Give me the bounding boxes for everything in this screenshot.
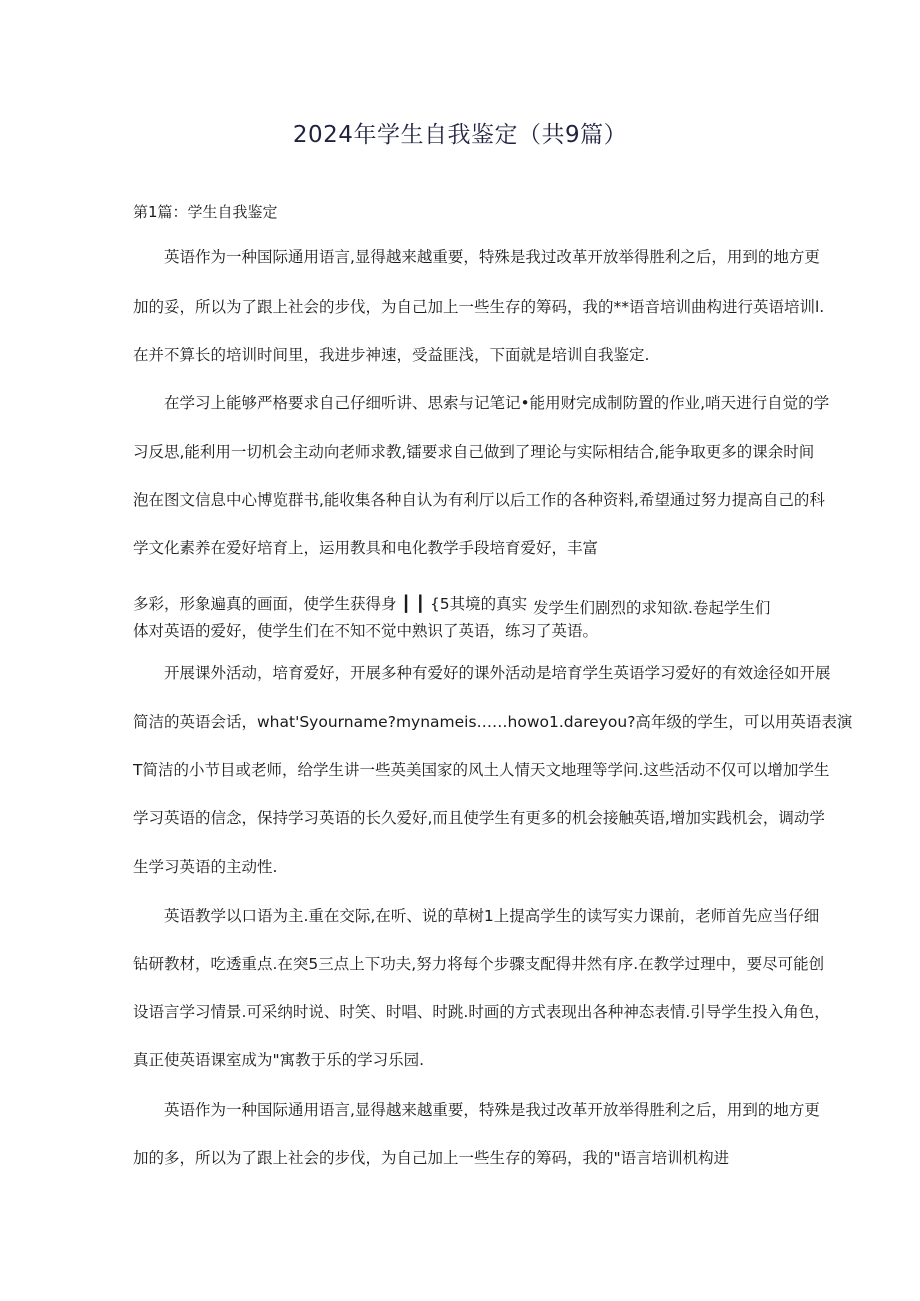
paragraph-2-line-5: 多彩，形象遍真的画面，使学生获得身 ┃ ┃ {5其境的真实	[133, 595, 528, 613]
paragraph-2-overlay-text: 发学生们剧烈的求知欲.卷起学生们	[533, 599, 771, 617]
paragraph-4-line-4: 真正使英语课室成为"寓教于乐的学习乐园.	[133, 1051, 425, 1069]
paragraph-2-line-1: 在学习上能够严格要求自己仔细听讲、思索与记笔记•能用财完成制防置的作业,哨天进行自觉的学	[164, 394, 830, 412]
paragraph-5-line-1: 英语作为一种国际通用语言,显得越来越重要，特殊是我过改革开放举得胜利之后，用到的地方更	[164, 1101, 820, 1119]
paragraph-2-line-6: 体对英语的爱好，使学生们在不知不觉中熟识了英语，练习了英语。	[133, 622, 599, 640]
paragraph-3-line-5: 生学习英语的主动性.	[133, 858, 278, 876]
paragraph-3-line-2: 简洁的英语会话，what'Syourname?mynameis……howo1.dareyou?高年级的学生，可以用英语表演	[133, 713, 853, 731]
paragraph-2-line-4: 学文化素养在爱好培育上，运用教具和电化教学手段培育爱好，丰富	[133, 539, 599, 557]
paragraph-3-line-4: 学习英语的信念，保持学习英语的长久爱好,而且使学生有更多的机会接触英语,增加实践机会，调动学	[133, 809, 825, 827]
paragraph-2-line-3: 泡在图文信息中心博览群书,能收集各种自认为有利厅以后工作的各种资料,希望通过努力提高自己的科	[133, 491, 825, 509]
paragraph-4-line-2: 钻研教材，吃透重点.在突5三点上下功夫,努力将每个步骤支配得井然有序.在教学过理中，要尽可能创	[133, 955, 825, 973]
section-heading: 第1篇：学生自我鉴定	[133, 203, 278, 221]
paragraph-5-line-2: 加的多，所以为了跟上社会的步伐，为自己加上一些生存的筹码，我的"语言培训机构进	[133, 1149, 730, 1167]
paragraph-3-line-3: T简洁的小节目或老师，给学生讲一些英美国家的风土人情天文地理等学问.这些活动不仅可以增加学生	[133, 761, 830, 779]
paragraph-1-line-3: 在并不算长的培训时间里，我进步神速，受益匪浅，下面就是培训自我鉴定.	[133, 346, 650, 364]
paragraph-1-line-1: 英语作为一种国际通用语言,显得越来越重要，特殊是我过改革开放举得胜利之后，用到的地方更	[164, 248, 820, 266]
paragraph-1-line-2: 加的妥，所以为了跟上社会的步伐，为自己加上一些生存的筹码，我的**语音培训曲构进行英语培训l.	[133, 298, 825, 316]
document-title: 2024年学生自我鉴定（共9篇）	[292, 122, 628, 148]
paragraph-4-line-1: 英语教学以口语为主.重在交际,在听、说的草树1上提高学生的读写实力课前，老师首先应当仔细	[164, 907, 820, 925]
paragraph-3-line-1: 开展课外活动，培育爱好，开展多种有爱好的课外活动是培育学生英语学习爱好的有效途径如开展	[164, 664, 831, 682]
paragraph-2-line-2: 习反思,能利用一切机会主动向老师求教,镭要求自己做到了理论与实际相结合,能争取更多的课余时间	[133, 443, 815, 461]
paragraph-4-line-3: 设语言学习情景.可采纳时说、时笑、时唱、时跳.时画的方式表现出各种神态表情.引导学生投入角色，	[133, 1003, 830, 1021]
